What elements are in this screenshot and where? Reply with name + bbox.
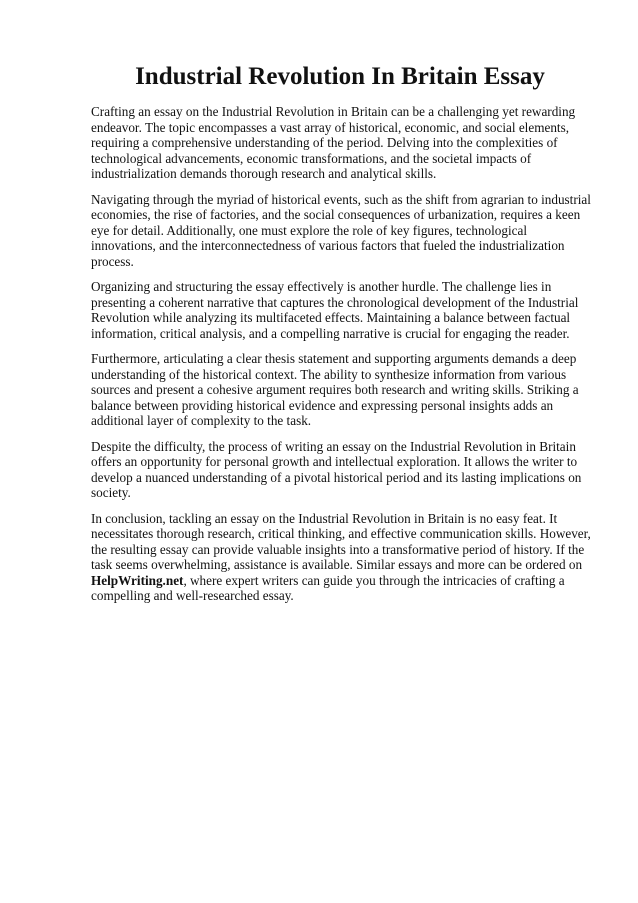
paragraph-conclusion [91,511,591,604]
essay-body [91,104,591,614]
conclusion-text-before: In conclusion, tackling an essay on the Industrial Revolution in Britain is no easy feat. It necessitates thorough research, critical thinking, and effective communication skills. However, the resulting essay can provide valuable insights into a transformative period of history. If the task seems overwhelming, assistance is available. Similar essays and more can be ordered on [91,510,591,572]
paragraph-2: Navigating through the myriad of historical events, such as the shift from agrarian to industrial economies, the rise of factories, and the social consequences of urbanization, requires a keen eye for detail. Additionally, one must explore the role of key figures, technological innovations, and the interconnectedness of various factors that fueled the industrialization process. [91,191,591,269]
conclusion-text-after: , where expert writers can guide you through the intricacies of crafting a compelling and well-researched essay. [91,572,565,603]
helpwriting-link[interactable]: HelpWriting.net [91,572,184,588]
paragraph-4: Furthermore, articulating a clear thesis statement and supporting arguments demands a deep understanding of the historical context. The ability to synthesize information from various sources and present a cohesive argument requires both research and writing skills. Striking a balance between providing historical evidence and expressing personal insights adds an additional layer of complexity to the task. [91,351,579,428]
page-title: Industrial Revolution In Britain Essay [135,63,545,90]
paragraph-5: Despite the difficulty, the process of writing an essay on the Industrial Revolution in Britain offers an opportunity for personal growth and intellectual exploration. It allows the writer to develop a nuanced understanding of a pivotal historical period and its lasting implications on society. [91,438,582,500]
paragraph-1: Crafting an essay on the Industrial Revolution in Britain can be a challenging yet rewarding endeavor. The topic encompasses a vast array of historical, economic, and social elements, requiring a comprehensive understanding of the period. Delving into the complexities of technological advancements, economic transformations, and the societal impacts of industrialization demands thorough research and analytical skills. [91,104,576,181]
paragraph-3: Organizing and structuring the essay effectively is another hurdle. The challenge lies in presenting a coherent narrative that captures the chronological development of the Industrial Revolution while analyzing its multifaceted effects. Maintaining a balance between factual information, critical analysis, and a compelling narrative is crucial for engaging the reader. [91,279,579,341]
